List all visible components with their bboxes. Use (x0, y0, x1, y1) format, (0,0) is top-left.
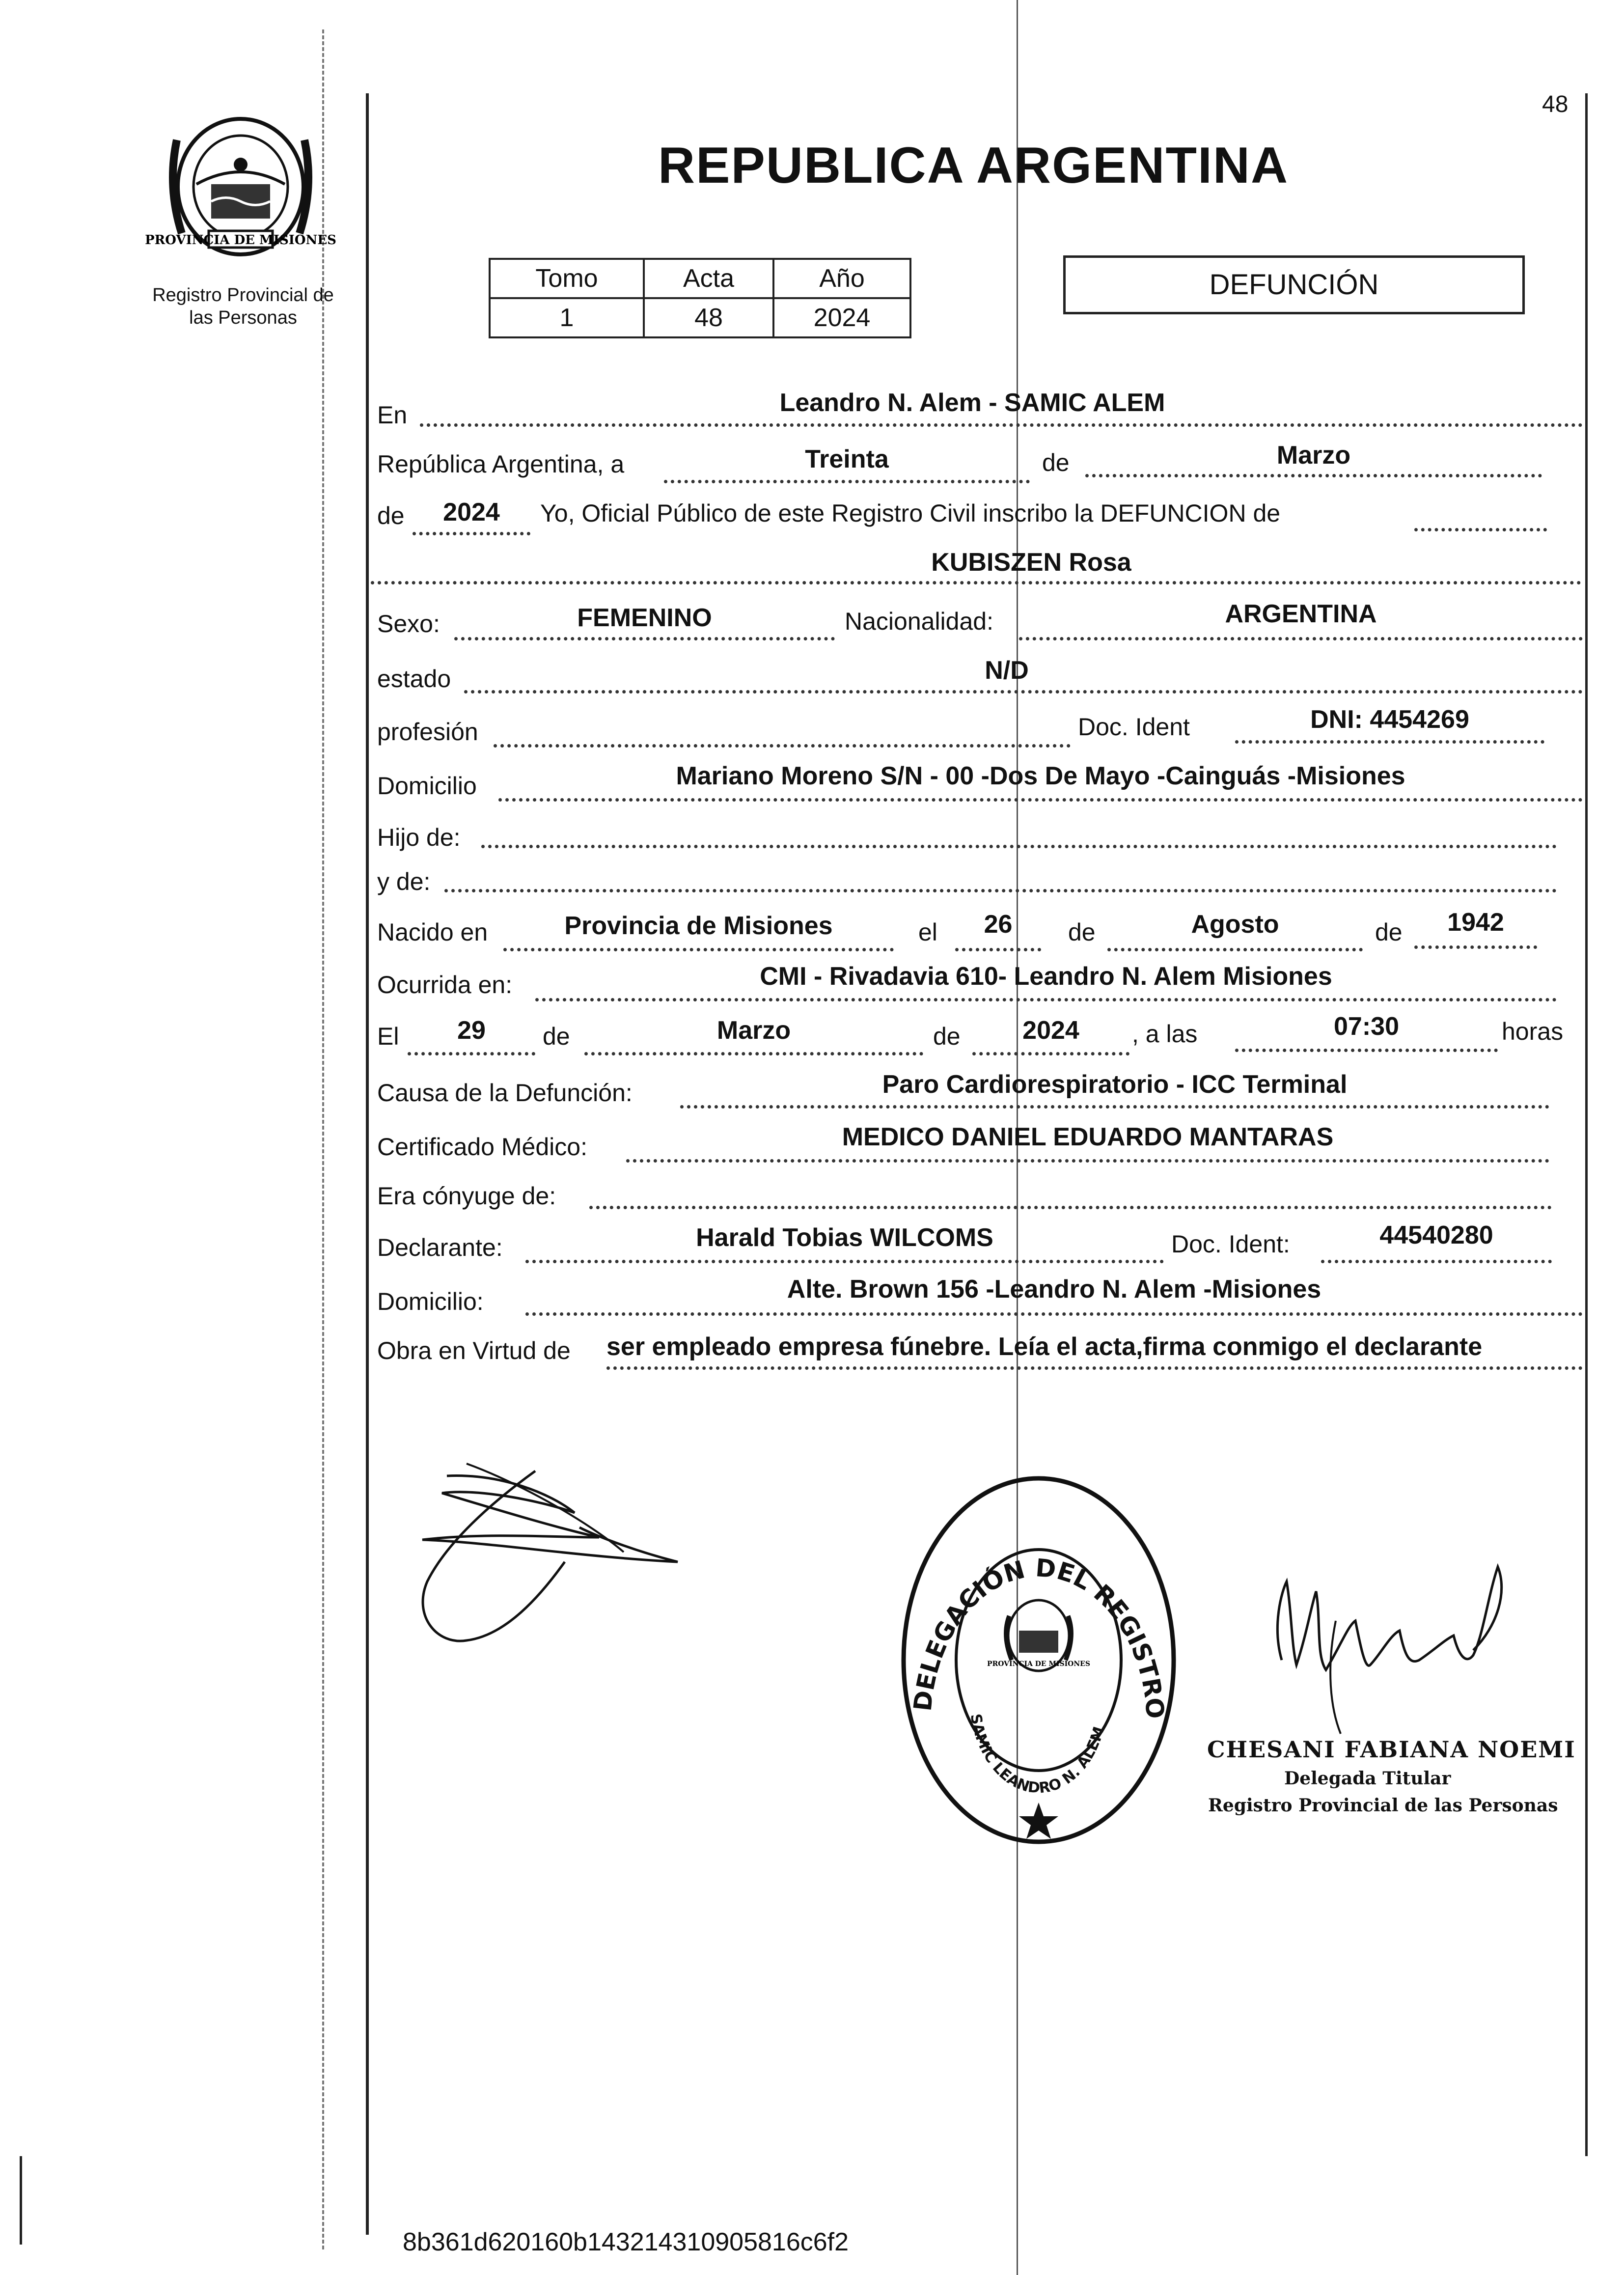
dots-birth-month (1107, 948, 1363, 951)
dots-hijo-de (481, 845, 1557, 848)
right-border-line (1585, 93, 1588, 2156)
dots-declarant-doc (1321, 1260, 1552, 1263)
birth-year-value: 1942 (1447, 908, 1504, 937)
dots-death-year (972, 1052, 1129, 1055)
registry-caption-line1: Registro Provincial de (152, 285, 334, 305)
address-value: Mariano Moreno S/N - 00 -Dos De Mayo -Cainguás -Misiones (676, 762, 1405, 790)
declarant-value: Harald Tobias WILCOMS (696, 1223, 993, 1252)
record-number-table (489, 258, 911, 338)
dots-year (413, 532, 530, 535)
label-conyuge: Era cónyuge de: (377, 1182, 556, 1210)
dots-nacionalidad (1019, 637, 1583, 640)
label-nacionalidad: Nacionalidad: (845, 608, 993, 635)
province-seal-logo (145, 111, 336, 263)
dots-domicilio (498, 798, 1583, 802)
dots-birth-year (1414, 945, 1537, 949)
dots-occurred (535, 998, 1557, 1001)
label-doc-ident: Doc. Ident (1078, 713, 1190, 741)
label-domicilio-2: Domicilio: (377, 1288, 484, 1315)
label-de-3: de (1068, 918, 1096, 946)
value-acta: 48 (644, 298, 773, 337)
label-y-de: y de: (377, 868, 431, 895)
record-type-box: DEFUNCIÓN (1063, 255, 1525, 314)
svg-text:SAMIC LEANDRO N. ALEM (967, 1713, 1108, 1797)
cause-value: Paro Cardiorespiratorio - ICC Terminal (882, 1070, 1348, 1099)
death-month-value: Marzo (716, 1016, 791, 1045)
dots-day (664, 480, 1030, 483)
birth-day-value: 26 (984, 910, 1013, 939)
label-estado: estado (377, 665, 451, 693)
header-anio: Año (773, 259, 910, 298)
dots-sexo (454, 637, 835, 640)
sex-value: FEMENINO (577, 604, 712, 632)
label-de-4: de (1375, 918, 1403, 946)
registry-caption (145, 284, 341, 329)
death-year-value: 2024 (1022, 1016, 1079, 1045)
label-sexo: Sexo: (377, 610, 440, 638)
deceased-name-value: KUBISZEN Rosa (931, 548, 1131, 577)
header-tomo: Tomo (490, 259, 644, 298)
place-value: Leandro N. Alem - SAMIC ALEM (779, 388, 1165, 417)
svg-text:DELEGACIÓN DEL REGISTRO DE LAS (896, 1469, 1169, 1728)
dots-month (1085, 474, 1542, 477)
left-perforation-line (322, 29, 324, 2249)
official-stamp (896, 1469, 1181, 1852)
dots-en (420, 423, 1583, 427)
birth-place-value: Provincia de Misiones (564, 912, 833, 940)
dots-death-month (584, 1052, 923, 1055)
seal-word: PROVINCIA DE MISIONES (145, 233, 336, 248)
dots-death-day (408, 1052, 535, 1055)
footer-hash: 8b361d620160b143214310905816c6f2 (403, 2228, 849, 2256)
signatory-name: CHESANI FABIANA NOEMI (1207, 1736, 1576, 1763)
label-el-1: el (918, 918, 937, 946)
signatory-registry: Registro Provincial de las Personas (1208, 1795, 1558, 1816)
label-hijo-de: Hijo de: (377, 824, 461, 851)
value-tomo: 1 (490, 298, 644, 337)
civil-status-value: N/D (985, 656, 1029, 685)
label-de-1: de (1042, 449, 1070, 476)
dots-declarante (525, 1260, 1164, 1263)
dots-defuncion (1414, 528, 1547, 531)
dots-y-de (444, 889, 1557, 892)
nationality-value: ARGENTINA (1225, 600, 1377, 628)
dots-estado (464, 690, 1583, 694)
stamp-center-text: PROVINCIA DE MISIONES (987, 1660, 1090, 1668)
label-el-cap: El (377, 1023, 399, 1050)
label-en: En (377, 401, 408, 429)
dots-birth-place (503, 948, 894, 951)
dots-conyuge (589, 1206, 1552, 1209)
month-text-value: Marzo (1276, 441, 1351, 470)
dots-declarant-address (525, 1312, 1583, 1316)
day-text-value: Treinta (805, 445, 889, 473)
label-profesion: profesión (377, 718, 478, 746)
official-signature (1242, 1547, 1517, 1734)
label-doc-ident-2: Doc. Ident: (1171, 1230, 1290, 1258)
stamp-inner-text: SAMIC LEANDRO N. ALEM (966, 1712, 1108, 1797)
page-title: REPUBLICA ARGENTINA (658, 137, 1289, 194)
dots-certificado (626, 1159, 1549, 1163)
stamp-outer-text: DELEGACIÓN DEL REGISTRO (908, 1553, 1170, 1720)
occurred-at-value: CMI - Rivadavia 610- Leandro N. Alem Misiones (760, 962, 1332, 991)
label-de-6: de (933, 1023, 961, 1050)
value-anio: 2024 (773, 298, 910, 337)
dots-death-time (1235, 1049, 1498, 1052)
dots-causa (680, 1105, 1549, 1109)
declarant-signature (393, 1454, 697, 1660)
doc-ident-value: DNI: 4454269 (1310, 705, 1469, 734)
dots-profesion (494, 744, 1071, 748)
dots-birth-day (955, 948, 1041, 951)
declarant-address-value: Alte. Brown 156 -Leandro N. Alem -Misiones (787, 1275, 1321, 1304)
label-causa: Causa de la Defunción: (377, 1079, 633, 1107)
medical-certificate-value: MEDICO DANIEL EDUARDO MANTARAS (842, 1123, 1334, 1151)
grounds-value: ser empleado empresa fúnebre. Leía el acta,firma conmigo el declarante (606, 1332, 1483, 1361)
label-de-5: de (543, 1023, 570, 1050)
left-edge-mark (20, 2156, 22, 2245)
page-number: 48 (1542, 91, 1569, 117)
signatory-role: Delegada Titular (1284, 1768, 1451, 1789)
label-ocurrida-en: Ocurrida en: (377, 971, 513, 999)
left-border-line (366, 93, 369, 2235)
label-domicilio: Domicilio (377, 772, 477, 800)
header-acta: Acta (644, 259, 773, 298)
label-de-2: de (377, 502, 405, 529)
birth-month-value: Agosto (1191, 910, 1279, 939)
dots-name (371, 581, 1581, 584)
registry-caption-line2: las Personas (189, 307, 297, 328)
death-time-value: 07:30 (1334, 1012, 1399, 1041)
year-value: 2024 (443, 498, 500, 527)
dots-grounds (606, 1366, 1583, 1370)
label-nacido-en: Nacido en (377, 918, 488, 946)
label-certificado: Certificado Médico: (377, 1133, 587, 1161)
label-horas: horas (1502, 1018, 1564, 1045)
declarant-doc-value: 44540280 (1379, 1221, 1493, 1249)
label-yo-oficial: Yo, Oficial Público de este Registro Civil inscribo la DEFUNCION de (540, 499, 1281, 527)
label-republica: República Argentina, a (377, 450, 625, 478)
death-day-value: 29 (457, 1016, 486, 1045)
label-declarante: Declarante: (377, 1234, 503, 1261)
label-obra-en-virtud: Obra en Virtud de (377, 1337, 571, 1364)
label-a-las: , a las (1132, 1020, 1198, 1048)
dots-doc-ident (1235, 740, 1544, 744)
